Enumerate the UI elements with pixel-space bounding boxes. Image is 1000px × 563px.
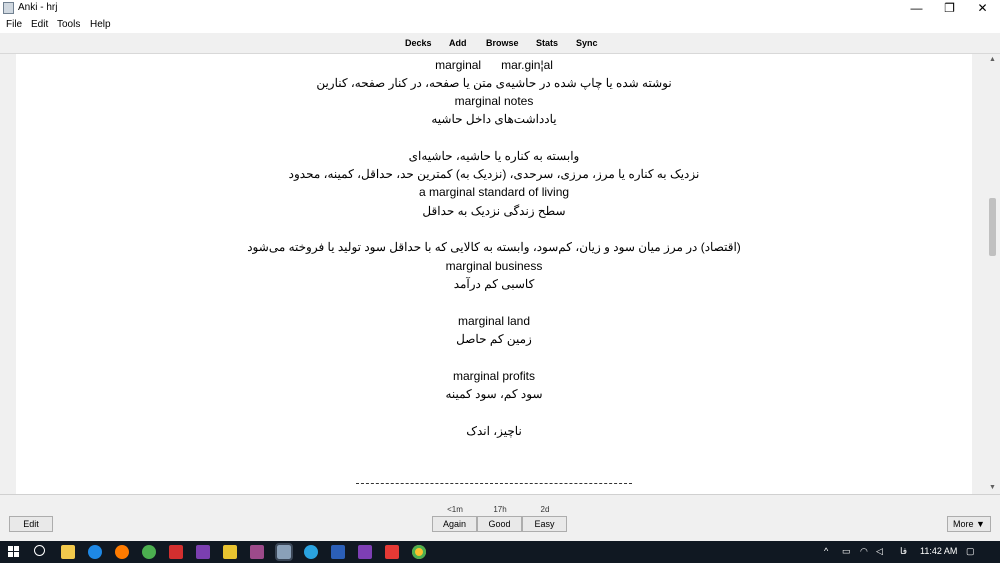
- again-button[interactable]: Again: [432, 516, 477, 532]
- example-line: marginal profits: [452, 369, 536, 383]
- main-toolbar: [0, 33, 1000, 54]
- example-line: marginal land: [457, 314, 531, 328]
- maximize-button[interactable]: ❐: [944, 1, 955, 15]
- good-button[interactable]: Good: [477, 516, 522, 532]
- volume-icon[interactable]: ◁: [876, 546, 883, 556]
- easy-button[interactable]: Easy: [522, 516, 567, 532]
- close-button[interactable]: ✕: [977, 1, 988, 15]
- example-line: a marginal standard of living: [418, 185, 570, 199]
- definition-line: (اقتصاد) در مرز میان سود و زیان، کم‌سود، وابسته به کالایی که با حداقل سود تولید یا فروخته می‌شود: [247, 240, 741, 254]
- answer-bar: [0, 494, 1000, 541]
- battery-icon[interactable]: ▭: [842, 546, 851, 556]
- chrome-icon[interactable]: [412, 545, 426, 559]
- winrar-icon[interactable]: [250, 545, 264, 559]
- edge-icon[interactable]: [88, 545, 102, 559]
- anki-icon[interactable]: [277, 545, 291, 559]
- definition-line: زمین کم حاصل: [456, 332, 532, 346]
- example-line: marginal notes: [454, 94, 534, 108]
- headword: marginal mar.gin¦al: [435, 58, 553, 72]
- windows-start-icon[interactable]: [8, 546, 20, 558]
- window-title: Anki - hrj: [18, 2, 58, 13]
- chrome-canary-icon[interactable]: [142, 545, 156, 559]
- menu-edit[interactable]: Edit: [31, 19, 49, 30]
- menu-tools[interactable]: Tools: [57, 19, 81, 30]
- clock[interactable]: 11:42 AM: [920, 546, 958, 556]
- example-line: marginal business: [445, 259, 543, 273]
- more-button[interactable]: More ▼: [947, 516, 991, 532]
- menu-file[interactable]: File: [6, 19, 23, 30]
- windows-taskbar: [0, 541, 1000, 563]
- scroll-down-icon[interactable]: ▼: [989, 484, 996, 491]
- anki-app-icon: [3, 2, 14, 14]
- toolbar-decks[interactable]: Decks: [405, 38, 432, 48]
- easy-interval: 2d: [540, 505, 550, 514]
- again-interval: <1m: [447, 505, 463, 514]
- file-explorer-icon[interactable]: [61, 545, 75, 559]
- definition-line: کاسبی کم درآمد: [453, 277, 535, 291]
- minimize-button[interactable]: —: [910, 1, 923, 15]
- word-icon[interactable]: [331, 545, 345, 559]
- card-content: [16, 54, 972, 494]
- separator-line: [356, 483, 632, 484]
- menu-help[interactable]: Help: [90, 19, 111, 30]
- app-red-icon[interactable]: [385, 545, 399, 559]
- definition-line: سود کم، سود کمینه: [445, 387, 543, 401]
- definition-line: ناچیز، اندک: [466, 424, 522, 438]
- toolbar-stats[interactable]: Stats: [536, 38, 559, 48]
- notification-icon[interactable]: ▢: [966, 546, 975, 556]
- toolbar-add[interactable]: Add: [449, 38, 467, 48]
- toolbar-browse[interactable]: Browse: [486, 38, 519, 48]
- good-interval: 17h: [493, 505, 507, 514]
- wifi-icon[interactable]: ◠: [860, 546, 868, 556]
- toolbar-sync[interactable]: Sync: [576, 38, 598, 48]
- scroll-thumb[interactable]: [989, 198, 996, 256]
- definition-line: سطح زندگی نزدیک به حداقل: [422, 204, 566, 218]
- telegram-icon[interactable]: [304, 545, 318, 559]
- definition-line: وابسته به کناره یا حاشیه، حاشیه‌ای: [408, 149, 580, 163]
- show-hidden-icons-icon[interactable]: ^: [824, 546, 829, 556]
- definition-line: نزدیک به کناره یا مرز، مرزی، سرحدی، (نزدیک به) کمترین حد، حداقل، کمینه، محدود: [288, 167, 700, 181]
- vertical-scrollbar[interactable]: [985, 54, 1000, 494]
- app-yellow-icon[interactable]: [223, 545, 237, 559]
- title-bar: [0, 0, 1000, 16]
- search-icon[interactable]: [34, 545, 45, 556]
- acrobat-icon[interactable]: [169, 545, 183, 559]
- menu-bar: [0, 16, 1000, 33]
- language-indicator[interactable]: فا: [900, 546, 908, 556]
- edit-button[interactable]: Edit: [9, 516, 53, 532]
- app-purple-icon[interactable]: [196, 545, 210, 559]
- onenote-icon[interactable]: [358, 545, 372, 559]
- firefox-icon[interactable]: [115, 545, 129, 559]
- definition-line: یادداشت‌های داخل حاشیه: [431, 112, 557, 126]
- scroll-up-icon[interactable]: ▲: [989, 56, 996, 63]
- definition-line: نوشته شده یا چاپ شده در حاشیه‌ی متن یا صفحه، در کنار صفحه، کنارین: [316, 76, 672, 90]
